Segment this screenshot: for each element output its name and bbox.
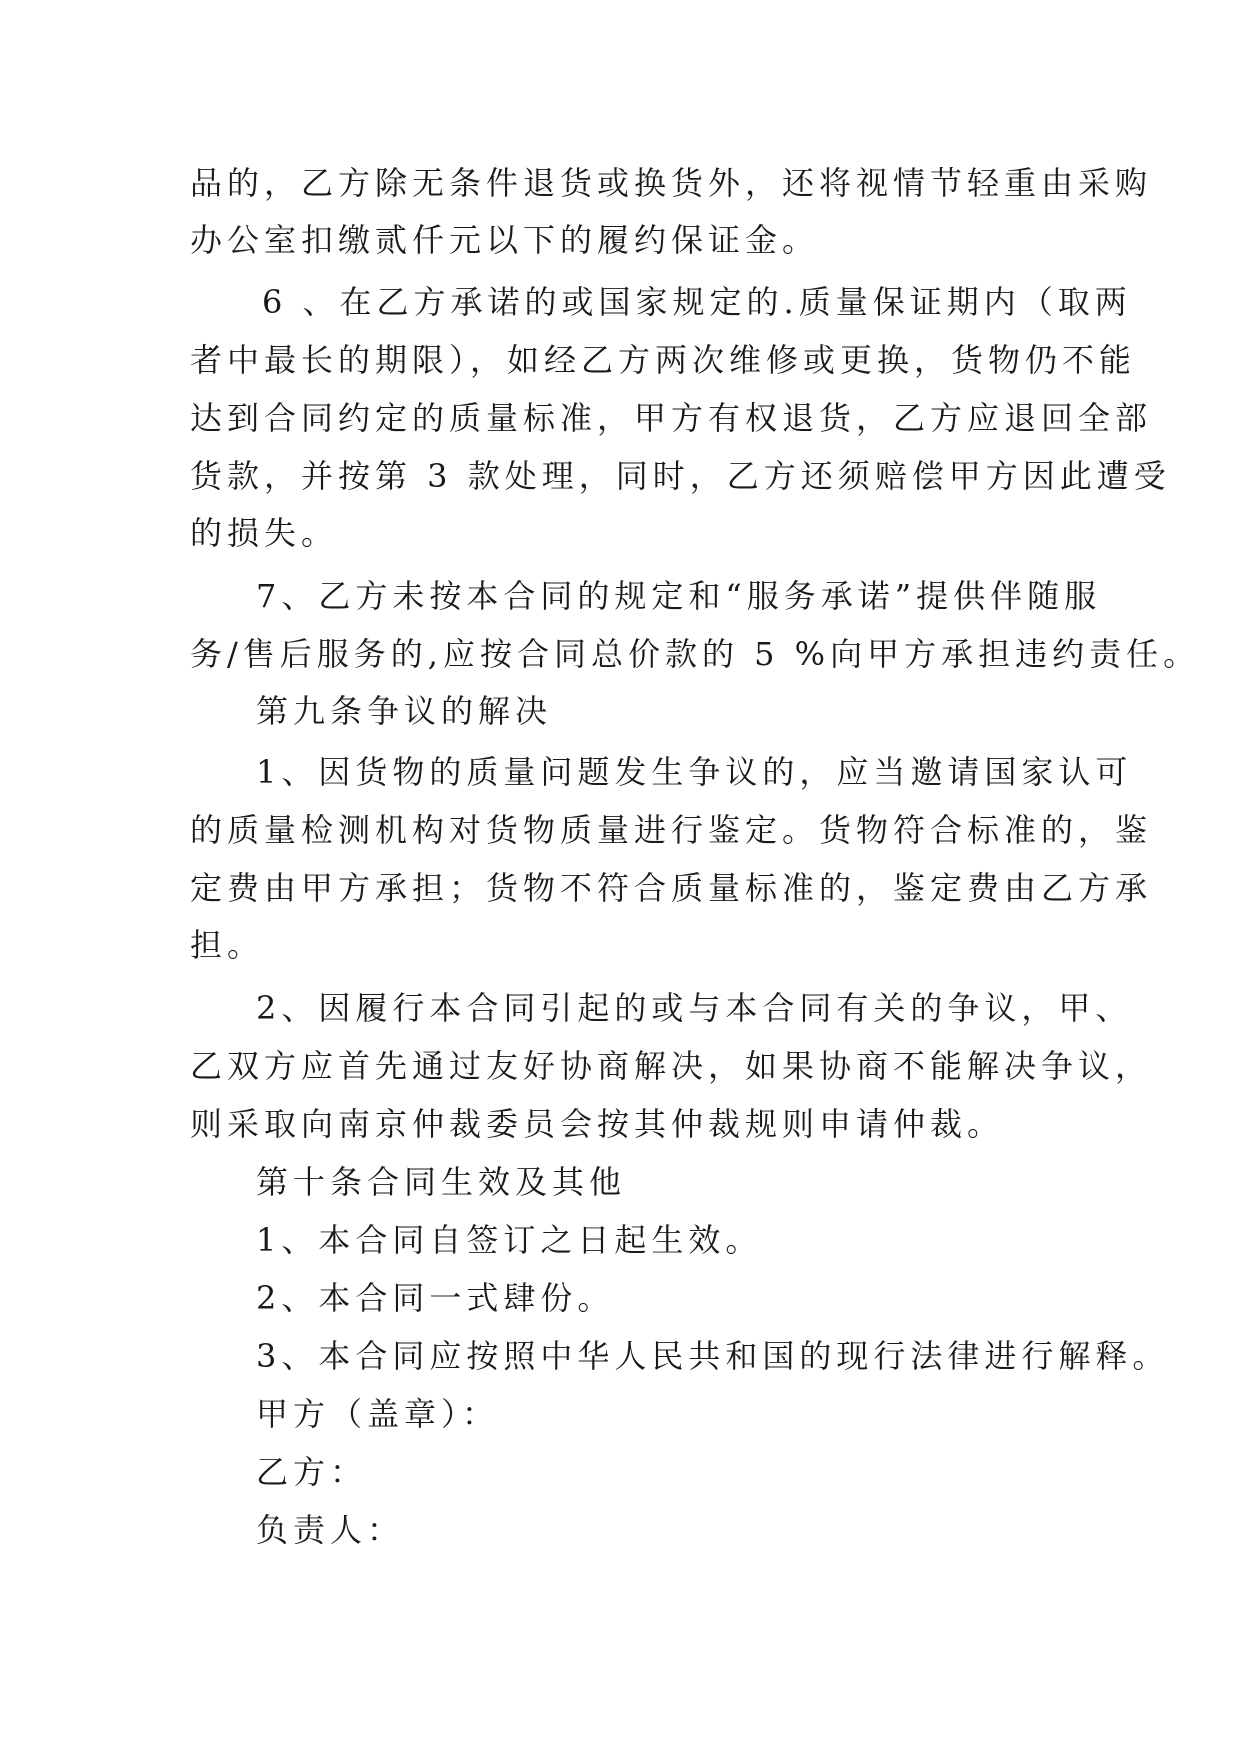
- clause-7-line: 7、乙方未按本合同的规定和“服务承诺”提供伴随服: [256, 577, 1102, 615]
- paragraph-line: 办公室扣缴贰仟元以下的履约保证金。: [190, 221, 820, 259]
- clause-line: 1、本合同自签订之日起生效。: [256, 1221, 763, 1259]
- paragraph-line: 乙双方应首先通过友好协商解决，如果协商不能解决争议，: [190, 1047, 1153, 1085]
- article-9-heading: 第九条争议的解决: [256, 692, 553, 730]
- paragraph-line: 担。: [190, 926, 265, 964]
- paragraph-line: 货款，并按第 3 款处理，同时，乙方还须赔偿甲方因此遭受: [190, 457, 1171, 495]
- clause-6-line: 6 、在乙方承诺的或国家规定的.质量保证期内（取两: [262, 283, 1132, 321]
- clause-2-line: 2、因履行本合同引起的或与本合同有关的争议，甲、: [256, 989, 1133, 1027]
- paragraph-line: 达到合同约定的质量标准，甲方有权退货，乙方应退回全部: [190, 399, 1153, 437]
- paragraph-line: 的损失。: [190, 514, 339, 552]
- clause-line: 2、本合同一式肆份。: [256, 1279, 615, 1317]
- signature-party-a: 甲方（盖章）：: [256, 1395, 500, 1433]
- paragraph-line: 则采取向南京仲裁委员会按其仲裁规则申请仲裁。: [190, 1105, 1005, 1143]
- paragraph-line: 品的，乙方除无条件退货或换货外，还将视情节轻重由采购: [190, 164, 1153, 202]
- paragraph-line: 定费由甲方承担；货物不符合质量标准的，鉴定费由乙方承: [190, 869, 1153, 907]
- clause-line: 3、本合同应按照中华人民共和国的现行法律进行解释。: [256, 1337, 1170, 1375]
- paragraph-line: 的质量检测机构对货物质量进行鉴定。货物符合标准的，鉴: [190, 811, 1153, 849]
- signature-party-b: 乙方：: [256, 1453, 368, 1491]
- clause-1-line: 1、因货物的质量问题发生争议的，应当邀请国家认可: [256, 753, 1133, 791]
- paragraph-line: 务/售后服务的,应按合同总价款的 5 %向甲方承担违约责任。: [190, 635, 1201, 673]
- article-10-heading: 第十条合同生效及其他: [256, 1163, 627, 1201]
- paragraph-line: 者中最长的期限），如经乙方两次维修或更换，货物仍不能: [190, 341, 1137, 379]
- signature-responsible-person: 负责人：: [256, 1511, 405, 1549]
